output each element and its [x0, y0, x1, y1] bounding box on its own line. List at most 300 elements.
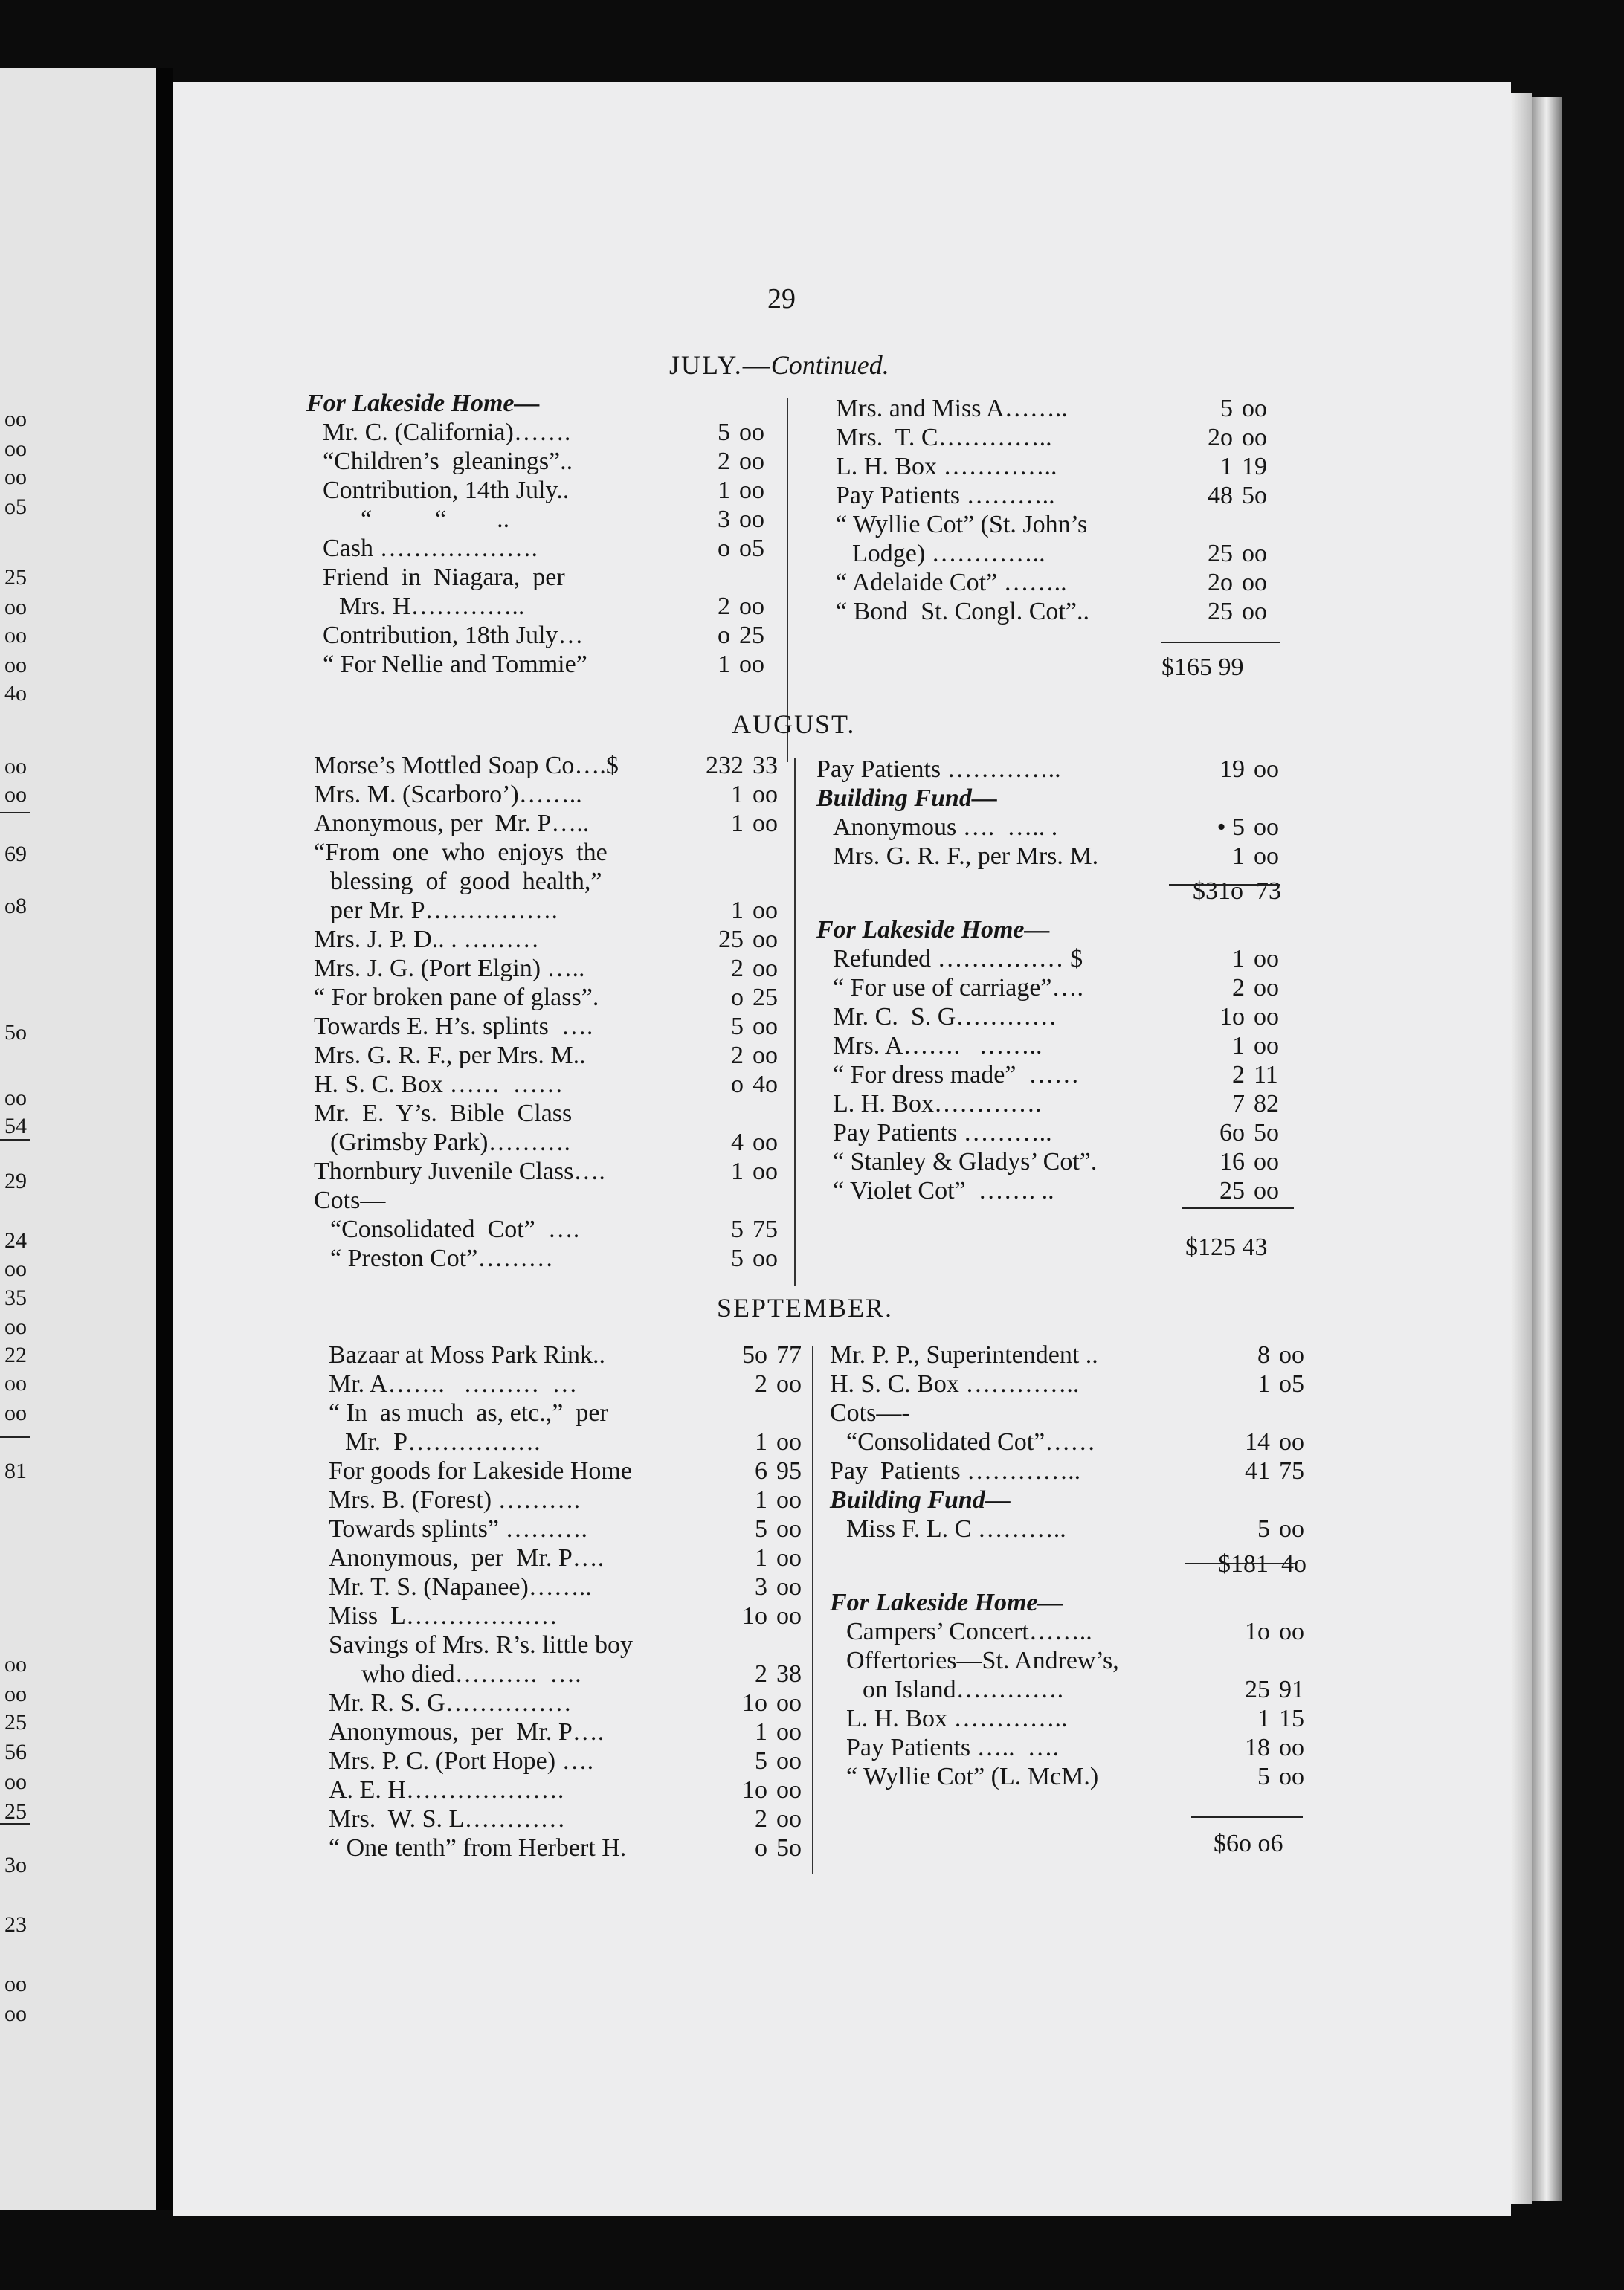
ledger-cents: oo	[1242, 424, 1267, 451]
ledger-row	[329, 1718, 805, 1746]
ledger-entry-label: Mrs. T. C…………..	[836, 424, 1052, 451]
ledger-dollars: 1o	[742, 1689, 767, 1717]
facing-page-amount: 69	[4, 842, 27, 866]
ledger-cents: 15	[1279, 1705, 1304, 1732]
august-heading: AUGUST.	[732, 709, 856, 739]
ledger-entry-label: Cots—	[314, 1187, 386, 1214]
ledger-entry-label: “ For dress made” ……	[833, 1061, 1080, 1088]
ledger-entry-label: Miss L………………	[329, 1602, 558, 1630]
ledger-dollars: 6o	[1219, 1119, 1245, 1146]
ledger-row	[816, 1089, 1307, 1118]
ledger-cents: 5o	[1242, 482, 1267, 509]
ledger-entry-label: Contribution, 14th July..	[323, 477, 570, 504]
ledger-dollars: 1	[755, 1718, 767, 1746]
facing-page-amount: oo	[4, 1401, 27, 1425]
ledger-row	[830, 1515, 1321, 1544]
ledger-entry-label: “Consolidated Cot”……	[846, 1428, 1096, 1456]
ledger-entry-label: “ Adelaide Cot” ……..	[836, 569, 1067, 596]
ledger-row	[314, 954, 797, 983]
facing-page-amount: oo	[4, 1652, 27, 1677]
ledger-entry-label: H. S. C. Box …… ……	[314, 1071, 564, 1098]
ledger-row	[816, 1031, 1307, 1060]
ledger-dollars: 48	[1208, 482, 1233, 509]
facing-page-amount: 5o	[4, 1020, 27, 1045]
ledger-row	[314, 1215, 797, 1244]
ledger-cents: oo	[776, 1486, 802, 1514]
ledger-row	[830, 1370, 1321, 1399]
ledger-row	[836, 510, 1289, 539]
ledger-cents: 75	[1279, 1457, 1304, 1485]
ledger-row	[314, 809, 797, 838]
july-heading-continued: Continued.	[770, 350, 889, 380]
ledger-entry-label: L. H. Box …………..	[836, 453, 1057, 480]
ledger-dollars: 14	[1245, 1428, 1270, 1456]
ledger-entry-label: For goods for Lakeside Home	[329, 1457, 632, 1485]
ledger-dollars: 41	[1245, 1457, 1270, 1485]
ledger-entry-label: Towards splints” ……….	[329, 1515, 587, 1543]
ledger-cents: oo	[1279, 1734, 1304, 1761]
ledger-dollars: 5	[755, 1747, 767, 1775]
ledger-entry-label: who died………. ….	[361, 1660, 581, 1688]
ledger-entry-label: “ “ ..	[323, 506, 510, 533]
ledger-cents: oo	[776, 1515, 802, 1543]
ledger-entry-label: “ For broken pane of glass”.	[314, 984, 599, 1011]
ledger-dollars: o	[755, 1834, 767, 1862]
ledger-row	[329, 1544, 805, 1573]
ledger-subtotal-row	[816, 871, 1307, 915]
facing-page-amount: 35	[4, 1286, 27, 1310]
ledger-row	[314, 896, 797, 925]
ledger-entry-label: Mrs. H…………..	[339, 593, 525, 620]
ledger-row	[329, 1775, 805, 1804]
ledger-entry-label: “ Wyllie Cot” (St. John’s	[836, 511, 1088, 538]
ledger-entry-label: H. S. C. Box …………..	[830, 1370, 1080, 1398]
ledger-cents: 19	[1242, 453, 1267, 480]
ledger-cents: o5	[739, 535, 764, 562]
ledger-row	[329, 1457, 805, 1486]
ledger-dollars: 7	[1232, 1090, 1245, 1117]
facing-page-amount: 56	[4, 1740, 27, 1764]
ledger-entry-label: Mrs. P. C. (Port Hope) ….	[329, 1747, 594, 1775]
ledger-dollars: 1	[731, 781, 744, 808]
ledger-dollars: 2	[755, 1805, 767, 1833]
ledger-cents: 5o	[1254, 1119, 1279, 1146]
ledger-entry-label: Morse’s Mottled Soap Co….$	[314, 752, 619, 779]
ledger-entry-label: “ Violet Cot” ……. ..	[833, 1177, 1054, 1204]
ledger-entry-label: Anonymous, per Mr. P….	[329, 1718, 605, 1746]
ledger-cents: oo	[753, 810, 778, 837]
facing-page-amount: 54	[4, 1114, 27, 1138]
ledger-entry-label: Mrs. B. (Forest) ……….	[329, 1486, 581, 1514]
facing-page-amount: oo	[4, 1086, 27, 1110]
ledger-row	[329, 1370, 805, 1399]
ledger-row	[816, 1176, 1307, 1205]
ledger-row	[314, 1099, 797, 1128]
september-right-column	[830, 1341, 1321, 1791]
ledger-entry-label: blessing of good health,”	[330, 868, 602, 895]
ledger-entry-label: Friend in Niagara, per	[323, 564, 565, 591]
facing-page-amount: 29	[4, 1169, 27, 1193]
september-total	[1214, 1829, 1283, 1858]
ledger-row	[314, 983, 797, 1012]
ledger-row	[314, 838, 797, 867]
facing-page-amount: oo	[4, 436, 27, 461]
ledger-entry-label: Bazaar at Moss Park Rink..	[329, 1341, 606, 1369]
ledger-entry-label: Mrs. J. G. (Port Elgin) …..	[314, 955, 585, 982]
ledger-cents: oo	[1242, 540, 1267, 567]
ledger-entry-label: Miss F. L. C ………..	[846, 1515, 1066, 1543]
ledger-dollars: 1	[1220, 453, 1233, 480]
ledger-dollars: 2	[731, 1042, 744, 1069]
ledger-cents: 11	[1254, 1061, 1278, 1088]
ledger-entry-label: Mrs. and Miss A……..	[836, 395, 1068, 422]
ledger-row	[836, 481, 1289, 510]
ledger-row	[836, 597, 1289, 626]
september-heading: SEPTEMBER.	[717, 1293, 894, 1323]
ledger-dollars: 1	[1232, 945, 1245, 973]
ledger-row	[329, 1631, 805, 1660]
ledger-dollars: 3	[755, 1573, 767, 1601]
ledger-entry-label: Mrs. A……. ……..	[833, 1032, 1043, 1059]
ledger-dollars: 5	[731, 1216, 744, 1243]
ledger-cents: o5	[1279, 1370, 1304, 1398]
ledger-row	[329, 1428, 805, 1457]
ledger-entry-label: Pay Patients ………..	[836, 482, 1055, 509]
ledger-row	[836, 452, 1289, 481]
ledger-cents: oo	[1254, 1032, 1279, 1059]
ledger-dollars: 5	[755, 1515, 767, 1543]
ledger-cents: oo	[776, 1573, 802, 1601]
ledger-cents: 25	[753, 984, 778, 1011]
ledger-entry-label: Offertories—St. Andrew’s,	[846, 1647, 1119, 1674]
book-spine	[156, 68, 173, 2210]
ledger-dollars: 1	[731, 897, 744, 924]
september-column-divider	[812, 1346, 813, 1874]
ledger-dollars: 2	[731, 955, 744, 982]
facing-page-amount: oo	[4, 595, 27, 619]
september-total-rule	[1191, 1816, 1303, 1818]
ledger-row	[830, 1457, 1321, 1486]
facing-page-rule	[0, 1436, 30, 1438]
august-building-subtotal-rule	[1169, 884, 1280, 886]
ledger-dollars: 2o	[1208, 424, 1233, 451]
ledger-cents: oo	[776, 1689, 802, 1717]
ledger-dollars: 5	[1257, 1515, 1270, 1543]
facing-page-amount: oo	[4, 465, 27, 489]
ledger-entry-label: “ Preston Cot”………	[330, 1245, 554, 1272]
ledger-cents: oo	[739, 651, 764, 678]
ledger-entry-label: “From one who enjoys the	[314, 839, 608, 866]
ledger-dollars: 8	[1257, 1341, 1270, 1369]
ledger-dollars: 4	[731, 1129, 744, 1156]
ledger-dollars: 5o	[742, 1341, 767, 1369]
ledger-cents: 5o	[776, 1834, 802, 1862]
august-column-divider	[794, 758, 796, 1286]
ledger-entry-label: (Grimsby Park)……….	[330, 1129, 570, 1156]
august-left-column	[314, 751, 797, 1273]
ledger-section-label: Building Fund—	[830, 1486, 1011, 1514]
ledger-cents: oo	[1254, 813, 1279, 841]
ledger-cents: oo	[753, 1158, 778, 1185]
ledger-cents: oo	[1254, 974, 1279, 1002]
ledger-cents: 82	[1254, 1090, 1279, 1117]
ledger-entry-label: Pay Patients ………..	[833, 1119, 1052, 1146]
ledger-entry-label: Mrs. G. R. F., per Mrs. M..	[314, 1042, 586, 1069]
july-total-rule	[1161, 642, 1280, 643]
ledger-entry-label: Anonymous, per Mr. P…..	[314, 810, 590, 837]
ledger-entry-label: Refunded …………… $	[833, 945, 1083, 973]
ledger-row	[830, 1428, 1321, 1457]
ledger-row	[314, 1186, 797, 1215]
ledger-row	[314, 780, 797, 809]
ledger-cents: 4o	[753, 1071, 778, 1098]
ledger-row	[816, 1118, 1307, 1147]
ledger-entry-label: “Consolidated Cot” ….	[330, 1216, 580, 1243]
facing-page-amount: oo	[4, 1682, 27, 1706]
ledger-row	[306, 418, 767, 447]
ledger-dollars: 1o	[742, 1776, 767, 1804]
ledger-dollars: o	[718, 622, 730, 649]
ledger-dollars: 25	[1219, 1177, 1245, 1204]
ledger-row	[816, 842, 1307, 871]
ledger-row	[314, 1041, 797, 1070]
ledger-row	[830, 1341, 1321, 1370]
ledger-row	[329, 1486, 805, 1515]
july-right-column	[836, 394, 1289, 626]
ledger-entry-label: “ Bond St. Congl. Cot”..	[836, 598, 1089, 625]
facing-page-rule	[0, 1139, 30, 1141]
ledger-dollars: 1	[1257, 1705, 1270, 1732]
ledger-dollars: 1o	[1219, 1003, 1245, 1030]
ledger-row	[830, 1675, 1321, 1704]
ledger-row	[816, 755, 1307, 784]
ledger-row	[836, 394, 1289, 423]
ledger-cents: oo	[753, 897, 778, 924]
ledger-row	[306, 534, 767, 563]
ledger-entry-label: Campers’ Concert……..	[846, 1618, 1092, 1645]
ledger-entry-label: Lodge) …………..	[852, 540, 1045, 567]
ledger-dollars: 19	[1219, 755, 1245, 783]
ledger-cents: 95	[776, 1457, 802, 1485]
august-total-rule	[1182, 1207, 1294, 1209]
ledger-row	[329, 1399, 805, 1428]
ledger-dollars: 5	[718, 419, 730, 446]
ledger-cents: oo	[776, 1747, 802, 1775]
ledger-dollars: 5	[731, 1013, 744, 1040]
facing-page-amount: 23	[4, 1912, 27, 1937]
ledger-row	[306, 592, 767, 621]
facing-page-amount: o5	[4, 494, 27, 519]
ledger-entry-label: Cash ……………….	[323, 535, 538, 562]
ledger-cents: oo	[753, 926, 778, 953]
ledger-entry-label: on Island………….	[863, 1676, 1064, 1703]
ledger-cents: 75	[753, 1216, 778, 1243]
ledger-cents: oo	[753, 1013, 778, 1040]
ledger-dollars: 1	[718, 651, 730, 678]
ledger-cents: oo	[739, 477, 764, 504]
ledger-row	[314, 1012, 797, 1041]
ledger-cents: oo	[776, 1776, 802, 1804]
september-total-value: $6o o6	[1214, 1830, 1283, 1857]
ledger-section-label: For Lakeside Home—	[816, 916, 1050, 944]
ledger-dollars: 1	[731, 1158, 744, 1185]
ledger-dollars: 1	[1232, 842, 1245, 870]
ledger-row	[314, 1070, 797, 1099]
ledger-entry-label: Anonymous …. ….. .	[833, 813, 1058, 841]
ledger-entry-label: Pay Patients …………..	[816, 755, 1061, 783]
ledger-row	[816, 813, 1307, 842]
ledger-cents: oo	[776, 1428, 802, 1456]
ledger-dollars: 18	[1245, 1734, 1270, 1761]
ledger-entry-label: Mr. P. P., Superintendent ..	[830, 1341, 1098, 1369]
ledger-entry-label: A. E. H……………….	[329, 1776, 564, 1804]
ledger-entry-label: Mr. R. S. G……………	[329, 1689, 572, 1717]
ledger-row	[314, 1157, 797, 1186]
ledger-section-label: Building Fund—	[816, 784, 997, 812]
ledger-cents: oo	[1254, 842, 1279, 870]
facing-page-amount: oo	[4, 754, 27, 778]
ledger-row	[816, 973, 1307, 1002]
ledger-dollars: 2	[755, 1370, 767, 1398]
ledger-row	[329, 1804, 805, 1833]
ledger-cents: 38	[776, 1660, 802, 1688]
ledger-cents: oo	[776, 1718, 802, 1746]
ledger-dollars: 1	[1232, 1032, 1245, 1059]
ledger-dollars: 16	[1219, 1148, 1245, 1175]
ledger-section-label: For Lakeside Home—	[830, 1589, 1063, 1616]
ledger-row	[836, 568, 1289, 597]
ledger-entry-label: Thornbury Juvenile Class….	[314, 1158, 605, 1185]
ledger-heading-row	[830, 1588, 1321, 1617]
ledger-row	[329, 1689, 805, 1718]
ledger-entry-label: Mr. E. Y’s. Bible Class	[314, 1100, 573, 1127]
ledger-subtotal: $31o 73	[1193, 877, 1281, 905]
facing-page-amount: 24	[4, 1228, 27, 1253]
facing-page-amount: 22	[4, 1343, 27, 1367]
facing-page-amount: oo	[4, 1315, 27, 1339]
ledger-dollars: 2	[718, 448, 730, 475]
ledger-dollars: 5	[1257, 1763, 1270, 1790]
ledger-entry-label: Mr. C. S. G…………	[833, 1003, 1057, 1030]
ledger-row	[830, 1646, 1321, 1675]
ledger-cents: oo	[1254, 755, 1279, 783]
ledger-row	[314, 867, 797, 896]
ledger-cents: oo	[1279, 1763, 1304, 1790]
facing-page-amount: 25	[4, 565, 27, 590]
ledger-cents: oo	[739, 419, 764, 446]
july-column-divider	[787, 398, 788, 762]
ledger-cents: oo	[739, 506, 764, 533]
august-total	[1185, 1233, 1268, 1262]
ledger-heading-row	[830, 1486, 1321, 1515]
ledger-cents: oo	[753, 955, 778, 982]
ledger-row	[830, 1617, 1321, 1646]
ledger-cents: oo	[739, 593, 764, 620]
facing-page-amount: oo	[4, 1972, 27, 1996]
july-left-column	[306, 389, 767, 679]
ledger-cents: oo	[739, 448, 764, 475]
ledger-cents: oo	[753, 1129, 778, 1156]
ledger-entry-label: Pay Patients ….. ….	[846, 1734, 1060, 1761]
ledger-row	[306, 621, 767, 650]
ledger-row	[836, 423, 1289, 452]
facing-page-amount: o8	[4, 894, 27, 918]
ledger-row	[314, 1244, 797, 1273]
ledger-dollars: 5	[1220, 395, 1233, 422]
facing-page-amount: oo	[4, 623, 27, 648]
september-building-subtotal-rule	[1185, 1563, 1297, 1564]
ledger-row	[306, 447, 767, 476]
ledger-row	[830, 1399, 1321, 1428]
ledger-dollars: 1	[755, 1544, 767, 1572]
ledger-cents: oo	[1254, 1177, 1279, 1204]
ledger-cents: oo	[753, 1245, 778, 1272]
ledger-entry-label: Anonymous, per Mr. P….	[329, 1544, 605, 1572]
ledger-dollars: 1	[755, 1428, 767, 1456]
ledger-dollars: o	[731, 984, 744, 1011]
ledger-dollars: 25	[1208, 598, 1233, 625]
ledger-cents: oo	[776, 1370, 802, 1398]
ledger-dollars: 25	[718, 926, 744, 953]
ledger-entry-label: Cots—-	[830, 1399, 910, 1427]
ledger-entry-label: “ In as much as, etc.,” per	[329, 1399, 608, 1427]
ledger-entry-label: “ For use of carriage”….	[833, 974, 1084, 1002]
ledger-entry-label: L. H. Box …………..	[846, 1705, 1068, 1732]
ledger-entry-label: Mrs. J. P. D.. . ………	[314, 926, 540, 953]
ledger-cents: oo	[1279, 1515, 1304, 1543]
facing-page-amount: 25	[4, 1799, 27, 1824]
august-right-column	[816, 755, 1307, 1205]
ledger-row	[816, 1002, 1307, 1031]
facing-page-amount: oo	[4, 407, 27, 431]
ledger-cents: oo	[1254, 1003, 1279, 1030]
ledger-dollars: 25	[1208, 540, 1233, 567]
ledger-row	[314, 751, 797, 780]
ledger-row	[306, 650, 767, 679]
ledger-row	[329, 1602, 805, 1631]
ledger-subtotal-row	[830, 1544, 1321, 1588]
ledger-dollars: o	[718, 535, 730, 562]
ledger-cents: 77	[776, 1341, 802, 1369]
ledger-cents: oo	[1279, 1618, 1304, 1645]
ledger-cents: oo	[1242, 395, 1267, 422]
ledger-row	[329, 1573, 805, 1602]
facing-page-amount: oo	[4, 1257, 27, 1281]
ledger-entry-label: “ One tenth” from Herbert H.	[329, 1834, 627, 1862]
ledger-cents: oo	[753, 781, 778, 808]
ledger-row	[329, 1515, 805, 1544]
ledger-dollars: 25	[1245, 1676, 1270, 1703]
page-edge-shadow	[1532, 97, 1562, 2201]
facing-page-amount: 3o	[4, 1853, 27, 1877]
ledger-cents: oo	[1279, 1341, 1304, 1369]
ledger-cents: 33	[753, 752, 778, 779]
ledger-dollars: 1o	[742, 1602, 767, 1630]
ledger-heading-row	[816, 915, 1307, 944]
facing-page-amount: oo	[4, 653, 27, 677]
ledger-row	[816, 1147, 1307, 1176]
facing-page-amount: 4o	[4, 681, 27, 706]
ledger-cents: oo	[776, 1544, 802, 1572]
ledger-dollars: 1o	[1245, 1618, 1270, 1645]
ledger-row	[816, 1060, 1307, 1089]
ledger-row	[816, 944, 1307, 973]
ledger-dollars: 2o	[1208, 569, 1233, 596]
july-total	[1161, 653, 1244, 682]
ledger-row	[329, 1341, 805, 1370]
ledger-dollars: 6	[755, 1457, 767, 1485]
ledger-dollars: 2	[755, 1660, 767, 1688]
